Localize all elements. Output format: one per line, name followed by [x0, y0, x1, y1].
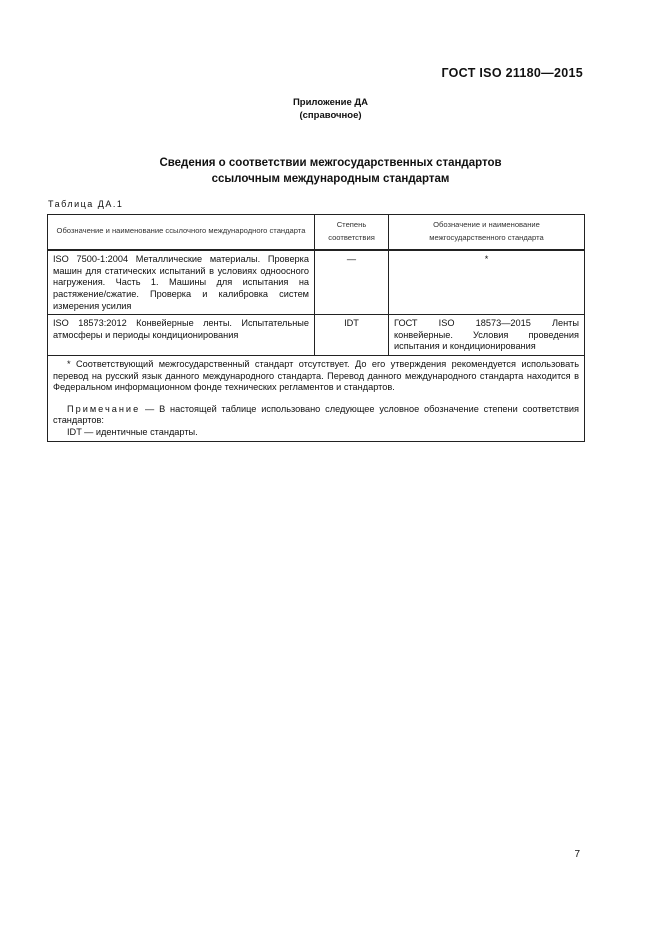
- cell-degree: IDT: [315, 315, 389, 356]
- cell-international-standard: ISO 7500-1:2004 Металлические материалы. Проверка машин для статических испытаний в условиях одноосного нагружения. Часть 1. Машины для испытания на растяжение/сжатие. Проверка и калибровка систем измерения усилия: [48, 250, 315, 314]
- table-header-row: [48, 215, 585, 251]
- cell-interstate-standard: ГОСТ ISO 18573—2015 Ленты конвейерные. Условия проведения испытания и кондиционирования: [389, 315, 585, 356]
- note-label: Примечание: [67, 403, 141, 414]
- note: [53, 404, 579, 427]
- correspondence-table: [47, 214, 585, 442]
- table-footer: [48, 355, 585, 441]
- note-item: IDT — идентичные стандарты.: [67, 426, 198, 437]
- page-number: 7: [574, 849, 580, 860]
- section-title: [0, 155, 661, 187]
- table-row: [48, 315, 585, 356]
- header-interstate-standard: Обозначение и наименование межгосударственного стандарта: [389, 215, 585, 251]
- section-title-line-1: Сведения о соответствии межгосударственных стандартов: [159, 157, 502, 169]
- cell-interstate-standard: *: [389, 250, 585, 314]
- appendix-subtitle: (справочное): [299, 110, 362, 121]
- table-row: [48, 250, 585, 314]
- footnote: * Соответствующий межгосударственный стандарт отсутствует. До его утверждения рекомендуется использовать перевод на русский язык данного международного стандарта. Перевод данного международного стандарта находится в Федеральном информационном фонде технических регламентов и стандартов.: [53, 358, 579, 393]
- note-text: — В настоящей таблице использовано следующее условное обозначение степени соответствия стандартов:: [53, 403, 579, 426]
- section-title-line-2: ссылочным международным стандартам: [211, 173, 450, 185]
- table-footer-row: [48, 355, 585, 441]
- header-international-standard: Обозначение и наименование ссылочного международного стандарта: [48, 215, 315, 251]
- appendix-heading: [0, 96, 661, 122]
- cell-degree: —: [315, 250, 389, 314]
- appendix-title: Приложение ДА: [292, 97, 369, 108]
- table-caption: Таблица ДА.1: [48, 199, 124, 209]
- header-degree-of-correspondence: Степень соответствия: [315, 215, 389, 251]
- document-code: ГОСТ ISO 21180—2015: [441, 66, 583, 80]
- cell-international-standard: ISO 18573:2012 Конвейерные ленты. Испытательные атмосферы и периоды кондиционирования: [48, 315, 315, 356]
